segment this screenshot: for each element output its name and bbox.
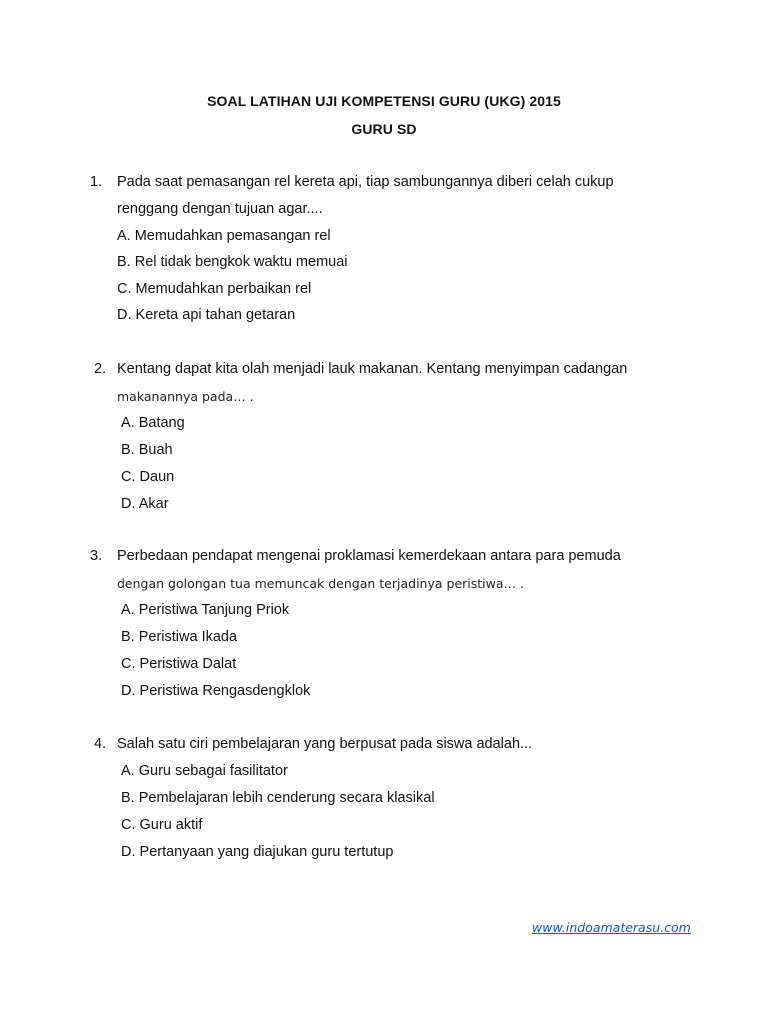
- document-subtitle: GURU SD: [351, 121, 417, 137]
- question-text-line: dengan golongan tua memuncak dengan terjadinya peristiwa… .: [117, 576, 524, 591]
- question-text-line: Pada saat pemasangan rel kereta api, tiap sambungannya diberi celah cukup: [117, 174, 614, 190]
- question-number: 1.: [90, 174, 103, 190]
- answer-option-c[interactable]: C. Peristiwa Dalat: [121, 656, 237, 672]
- answer-option-a[interactable]: A. Batang: [121, 415, 185, 431]
- answer-option-d[interactable]: D. Akar: [121, 496, 169, 512]
- answer-option-a[interactable]: A. Guru sebagai fasilitator: [121, 763, 288, 779]
- question-text-line: makanannya pada… .: [117, 389, 254, 404]
- answer-option-a[interactable]: A. Peristiwa Tanjung Priok: [121, 602, 290, 618]
- question-number: 2.: [94, 361, 107, 377]
- answer-option-c[interactable]: C. Guru aktif: [121, 817, 203, 833]
- question-text-line: Kentang dapat kita olah menjadi lauk makanan. Kentang menyimpan cadangan: [117, 361, 628, 377]
- document-title: SOAL LATIHAN UJI KOMPETENSI GURU (UKG) 2015: [207, 93, 561, 109]
- answer-option-a[interactable]: A. Memudahkan pemasangan rel: [117, 228, 331, 244]
- answer-option-c[interactable]: C. Daun: [121, 469, 175, 485]
- answer-option-d[interactable]: D. Kereta api tahan getaran: [117, 307, 296, 323]
- answer-option-d[interactable]: D. Pertanyaan yang diajukan guru tertutup: [121, 844, 394, 860]
- answer-option-c[interactable]: C. Memudahkan perbaikan rel: [117, 281, 312, 297]
- footer-website-link[interactable]: www.indoamaterasu.com: [532, 920, 691, 935]
- question-text-line: Salah satu ciri pembelajaran yang berpusat pada siswa adalah...: [117, 736, 533, 752]
- answer-option-b[interactable]: B. Pembelajaran lebih cenderung secara klasikal: [121, 790, 435, 806]
- question-number: 4.: [94, 736, 107, 752]
- answer-option-d[interactable]: D. Peristiwa Rengasdengklok: [121, 683, 311, 699]
- answer-option-b[interactable]: B. Peristiwa Ikada: [121, 629, 238, 645]
- answer-option-b[interactable]: B. Buah: [121, 442, 173, 458]
- question-text-line: renggang dengan tujuan agar....: [117, 201, 323, 217]
- question-number: 3.: [90, 548, 103, 564]
- question-text-line: Perbedaan pendapat mengenai proklamasi kemerdekaan antara para pemuda: [117, 548, 621, 564]
- answer-option-b[interactable]: B. Rel tidak bengkok waktu memuai: [117, 254, 348, 270]
